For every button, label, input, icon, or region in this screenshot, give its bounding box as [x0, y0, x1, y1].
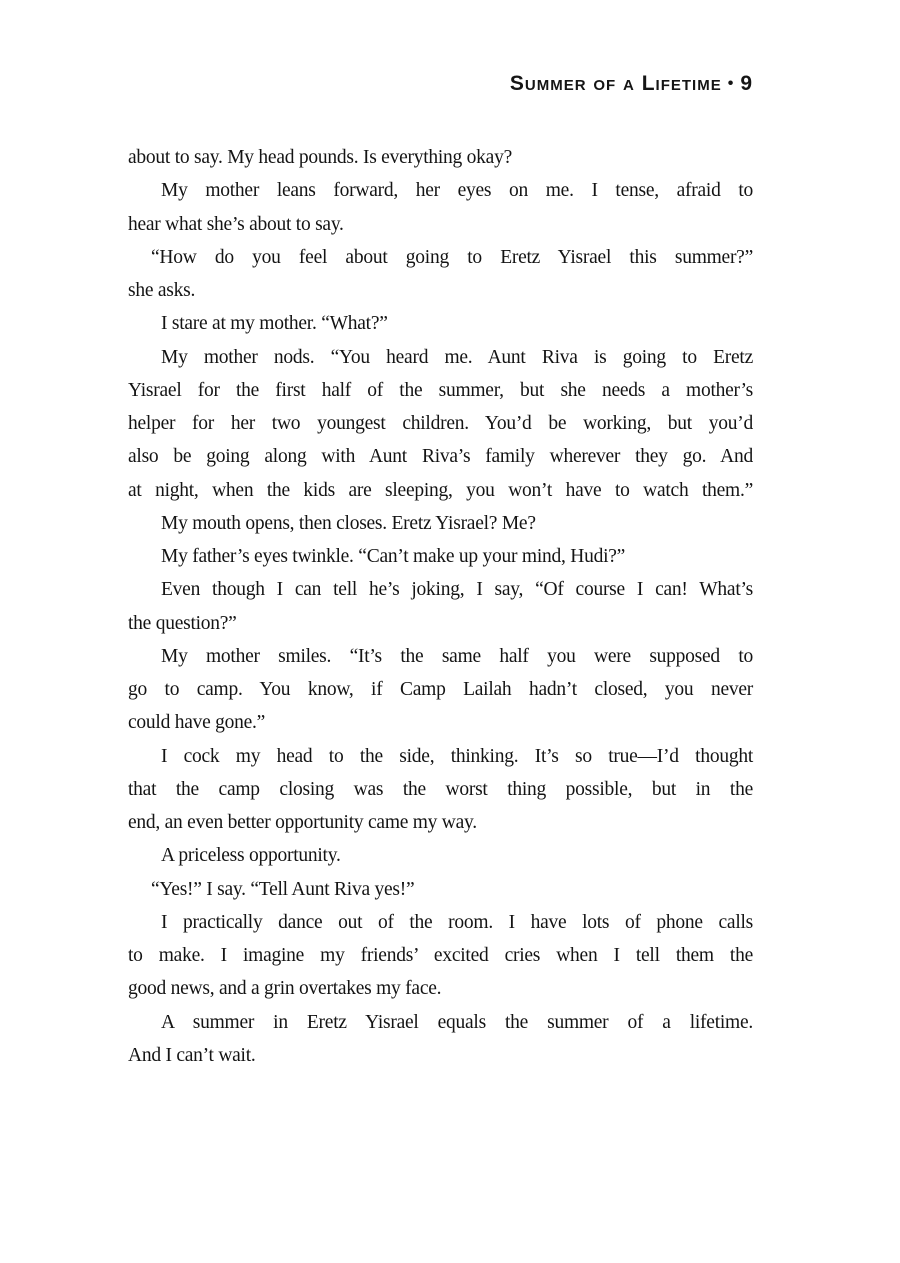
running-header-title: Summer of a Lifetime: [509, 72, 722, 95]
text-line: My father’s eyes twinkle. “Can’t make up your mind, Hudi?”: [161, 546, 626, 567]
text-line: My mother leans forward, her eyes on me. I tense, afraid to: [161, 180, 753, 202]
body-text-block: [128, 141, 753, 1072]
text-line: to make. I imagine my friends’ excited cries when I tell them the: [128, 945, 753, 966]
text-line: “Yes!” I say. “Tell Aunt Riva yes!”: [151, 878, 415, 900]
text-line: go to camp. You know, if Camp Lailah hadn’t closed, you never: [128, 679, 753, 700]
text-line: A summer in Eretz Yisrael equals the summer of a lifetime.: [161, 1011, 753, 1033]
text-line: that the camp closing was the worst thing possible, but in the: [128, 778, 753, 800]
text-line: I stare at my mother. “What?”: [161, 313, 388, 335]
page-number: 9: [740, 72, 753, 95]
text-line: also be going along with Aunt Riva’s family wherever they go. And: [128, 446, 753, 468]
text-line: at night, when the kids are sleeping, you won’t have to watch them.”: [128, 479, 753, 501]
text-line: could have gone.”: [128, 712, 266, 734]
running-header: [510, 72, 753, 96]
text-line: My mother nods. “You heard me. Aunt Riva is going to Eretz: [161, 346, 753, 368]
text-line: I practically dance out of the room. I have lots of phone calls: [161, 911, 753, 933]
text-line: about to say. My head pounds. Is everything okay?: [128, 147, 512, 168]
text-line: My mother smiles. “It’s the same half you were supposed to: [161, 645, 753, 667]
text-line: hear what she’s about to say.: [128, 213, 344, 235]
text-line: My mouth opens, then closes. Eretz Yisrael? Me?: [161, 512, 536, 534]
text-line: A priceless opportunity.: [161, 845, 341, 867]
text-line: end, an even better opportunity came my way.: [128, 812, 477, 833]
text-line: And I can’t wait.: [128, 1044, 256, 1066]
text-line: she asks.: [128, 280, 196, 301]
text-line: the question?”: [128, 612, 237, 634]
text-line: “How do you feel about going to Eretz Yisrael this summer?”: [151, 246, 753, 268]
text-line: Even though I can tell he’s joking, I say, “Of course I can! What’s: [161, 579, 753, 601]
text-line: helper for her two youngest children. You’d be working, but you’d: [128, 413, 753, 434]
text-line: I cock my head to the side, thinking. It’s so true—I’d thought: [161, 745, 753, 767]
header-bullet-separator: •: [727, 75, 735, 92]
text-line: good news, and a grin overtakes my face.: [128, 978, 442, 1000]
text-line: Yisrael for the first half of the summer, but she needs a mother’s: [128, 379, 753, 401]
